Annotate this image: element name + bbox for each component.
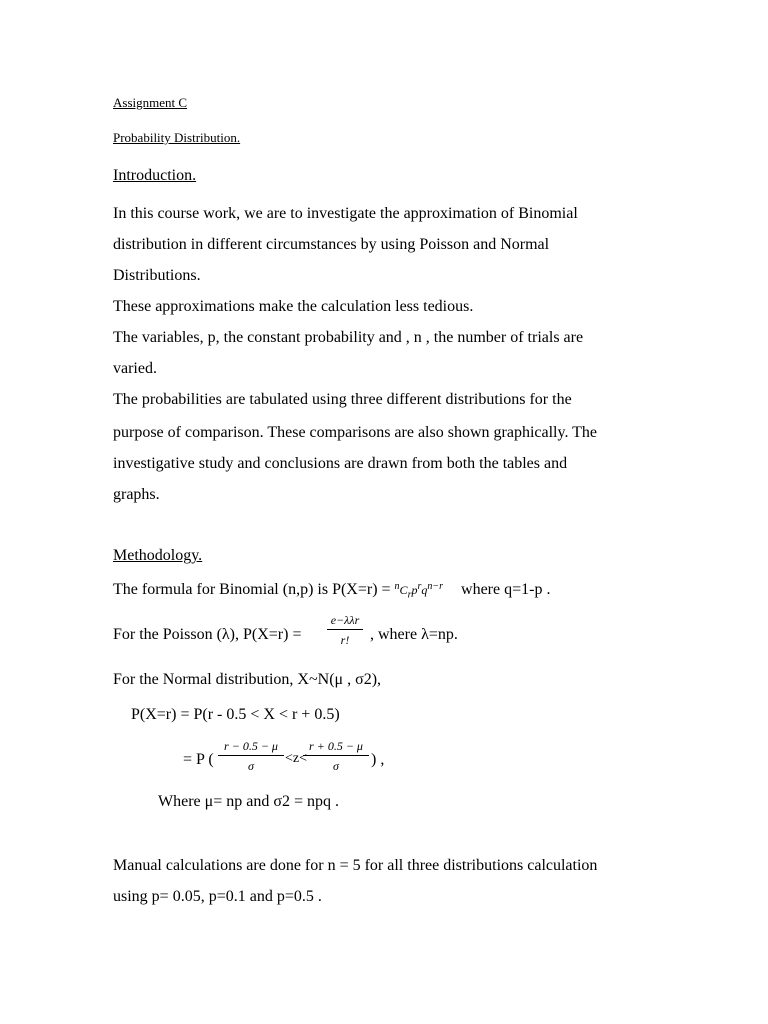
fraction-bar xyxy=(303,755,369,756)
intro-line: These approximations make the calculation less tedious. xyxy=(113,298,474,315)
poisson-suffix: , where λ=np. xyxy=(370,626,458,643)
normal-fraction-lower xyxy=(218,740,284,772)
assignment-heading: Assignment C xyxy=(113,95,188,110)
intro-line: In this course work, we are to investigate the approximation of Binomial xyxy=(113,205,578,222)
intro-line: purpose of comparison. These comparisons are also shown graphically. The xyxy=(113,424,598,441)
methodology-heading: Methodology. xyxy=(113,547,203,564)
manual-line: using p= 0.05, p=0.1 and p=0.5 . xyxy=(113,888,322,905)
fraction-numerator: r + 0.5 − μ xyxy=(309,739,363,753)
intro-line: Distributions. xyxy=(113,267,201,284)
normal-fraction-upper xyxy=(303,740,369,772)
binomial-expression: $^nC_rp^rq^{n-r}$ xyxy=(394,581,444,601)
fraction-bar xyxy=(327,629,363,630)
normal-middle: <z< xyxy=(285,751,308,766)
intro-line: investigative study and conclusions are drawn from both the tables and xyxy=(113,455,568,472)
normal-eq-prefix: = P ( xyxy=(183,751,214,768)
intro-line: graphs. xyxy=(113,486,160,503)
binomial-suffix: where q=1-p . xyxy=(461,581,551,598)
fraction-numerator: r − 0.5 − μ xyxy=(224,739,278,753)
poisson-prefix: For the Poisson (λ), P(X=r) = xyxy=(113,626,302,643)
poisson-fraction xyxy=(327,614,363,646)
poisson-numerator: e−λλr xyxy=(330,613,360,627)
intro-line: The probabilities are tabulated using three different distributions for the xyxy=(113,391,572,408)
normal-where: Where μ= np and σ2 = npq . xyxy=(158,793,339,810)
normal-intro: For the Normal distribution, X~N(μ , σ2), xyxy=(113,671,382,688)
fraction-denominator: σ xyxy=(248,759,254,773)
intro-line: varied. xyxy=(113,360,157,377)
normal-eq-suffix: ) , xyxy=(371,751,385,768)
binomial-formula xyxy=(113,581,551,601)
fraction-denominator: σ xyxy=(333,759,339,773)
intro-line: The variables, p, the constant probability and , n , the number of trials are xyxy=(113,329,584,346)
intro-line: distribution in different circumstances by using Poisson and Normal xyxy=(113,236,550,253)
normal-line1: P(X=r) = P(r - 0.5 < X < r + 0.5) xyxy=(131,706,340,723)
fraction-bar xyxy=(218,755,284,756)
poisson-denominator: r! xyxy=(340,633,350,647)
introduction-heading: Introduction. xyxy=(113,167,197,184)
binomial-prefix: The formula for Binomial (n,p) is P(X=r) = xyxy=(113,581,395,598)
subject-heading: Probability Distribution. xyxy=(113,130,241,145)
manual-line: Manual calculations are done for n = 5 for all three distributions calculation xyxy=(113,857,598,874)
